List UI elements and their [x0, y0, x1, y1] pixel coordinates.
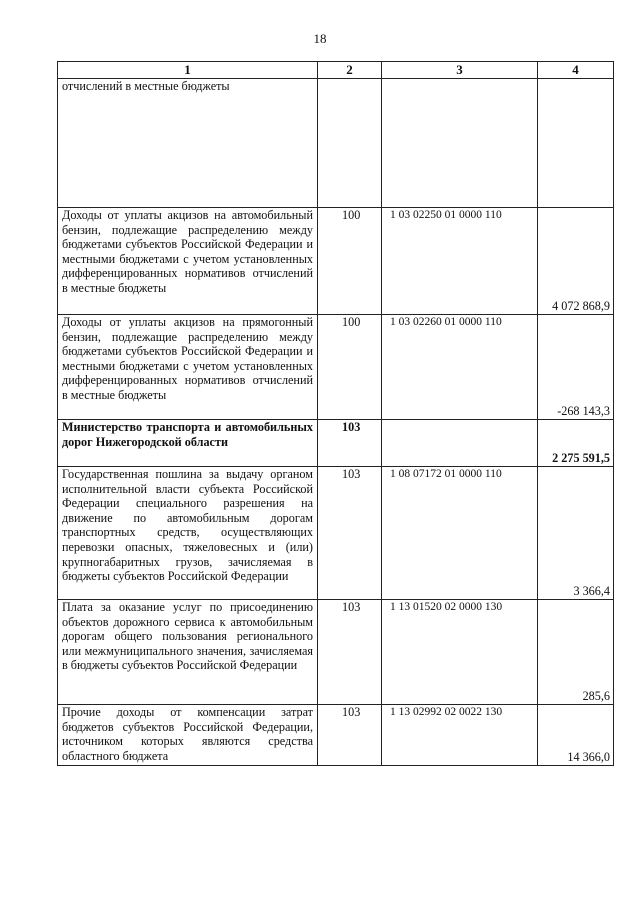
row-amount: 14 366,0 — [538, 705, 614, 766]
row-admin-code: 103 — [318, 600, 382, 705]
row-description: Государственная пошлина за выдачу органом исполнительной власти субъекта Российской Федерации специального разрешения на движение по автомобильным дорогам транспортных средств, осуществляющих перевозки опасных, тяжеловесных и (или) крупногабаритных грузов, зачисляемая в бюджеты субъектов Российской Федерации — [58, 467, 318, 600]
row-amount: 285,6 — [538, 600, 614, 705]
column-header-1: 1 — [58, 62, 318, 79]
row-admin-code: 100 — [318, 208, 382, 315]
row-description: Министерство транспорта и автомобильных дорог Нижегородской области — [58, 420, 318, 467]
row-budget-code: 1 03 02260 01 0000 110 — [382, 315, 538, 420]
row-admin-code: 103 — [318, 705, 382, 766]
row-admin-code — [318, 79, 382, 208]
table-row — [58, 315, 614, 420]
row-admin-code: 100 — [318, 315, 382, 420]
row-budget-code: 1 13 02992 02 0022 130 — [382, 705, 538, 766]
row-budget-code — [382, 79, 538, 208]
column-header-2: 2 — [318, 62, 382, 79]
row-admin-code: 103 — [318, 420, 382, 467]
row-budget-code: 1 03 02250 01 0000 110 — [382, 208, 538, 315]
row-amount: 2 275 591,5 — [538, 420, 614, 467]
column-header-4: 4 — [538, 62, 614, 79]
table-row — [58, 208, 614, 315]
row-description: Доходы от уплаты акцизов на прямогонный бензин, подлежащие распределению между бюджетами субъектов Российской Федерации и местными бюджетами с учетом установленных дифференцированных нормативов отчислений в местные бюджеты — [58, 315, 318, 420]
table-row — [58, 79, 614, 208]
table-row — [58, 600, 614, 705]
row-amount: 4 072 868,9 — [538, 208, 614, 315]
table-body — [58, 79, 614, 766]
row-amount: -268 143,3 — [538, 315, 614, 420]
row-budget-code: 1 13 01520 02 0000 130 — [382, 600, 538, 705]
row-budget-code — [382, 420, 538, 467]
column-header-3: 3 — [382, 62, 538, 79]
table-header-row — [58, 62, 614, 79]
row-amount: 3 366,4 — [538, 467, 614, 600]
row-description: Плата за оказание услуг по присоединению объектов дорожного сервиса к автомобильным дорогам общего пользования регионального или межмуниципального значения, зачисляемая в бюджеты субъектов Российской Федерации — [58, 600, 318, 705]
revenue-table — [57, 61, 614, 766]
row-description: Доходы от уплаты акцизов на автомобильный бензин, подлежащие распределению между бюджетами субъектов Российской Федерации и местными бюджетами с учетом установленных дифференцированных нормативов отчислений в местные бюджеты — [58, 208, 318, 315]
page-number: 18 — [313, 31, 327, 46]
row-description: отчислений в местные бюджеты — [58, 79, 318, 208]
row-admin-code: 103 — [318, 467, 382, 600]
row-budget-code: 1 08 07172 01 0000 110 — [382, 467, 538, 600]
table-row — [58, 467, 614, 600]
table-row — [58, 420, 614, 467]
row-description: Прочие доходы от компенсации затрат бюджетов субъектов Российской Федерации, источником которых являются средства областного бюджета — [58, 705, 318, 766]
table-row — [58, 705, 614, 766]
row-amount — [538, 79, 614, 208]
